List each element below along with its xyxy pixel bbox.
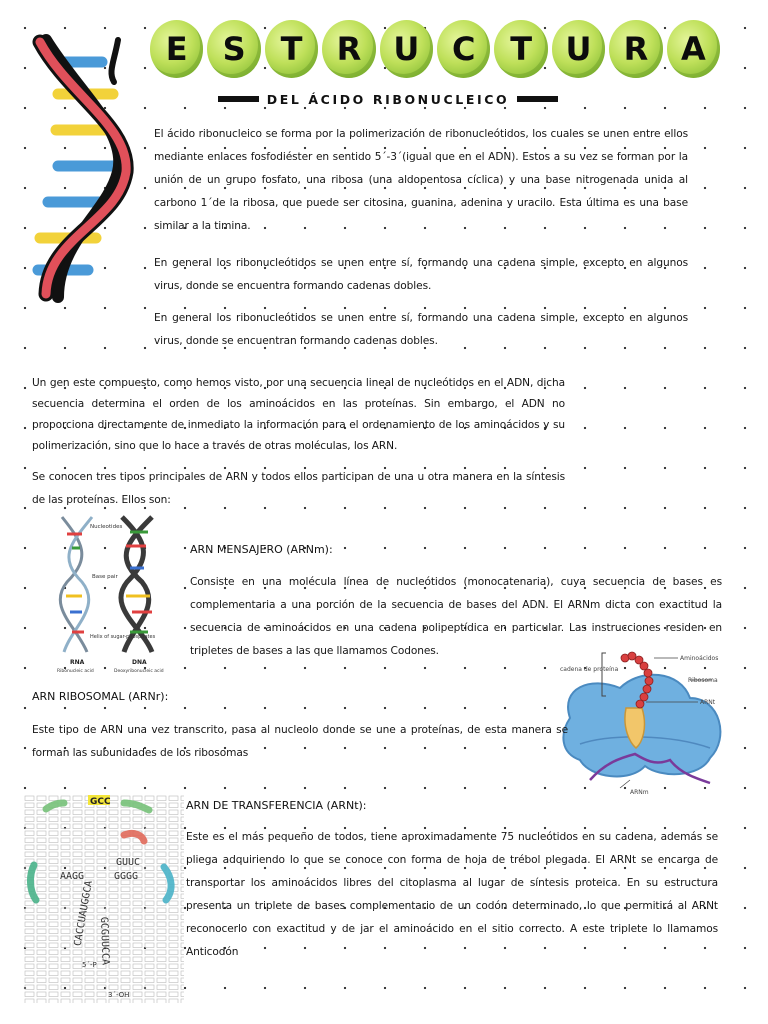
subtitle-bar-right <box>517 96 558 102</box>
arnr-heading: ARN RIBOSOMAL (ARNr): <box>32 690 169 703</box>
arnt-heading: ARN DE TRANSFERENCIA (ARNt): <box>186 799 367 812</box>
svg-text:AAGG: AAGG <box>60 871 85 882</box>
label-helix: Helix of sugar-phosphates <box>90 634 156 640</box>
title-letter: R <box>609 20 662 78</box>
subtitle-row <box>218 90 558 108</box>
label-dna-sub: Deoxyribonucleic acid <box>114 669 164 674</box>
rna-dna-figure <box>52 512 167 676</box>
label-base-pair: Base pair <box>92 574 118 580</box>
label-dna: DNA <box>132 659 147 666</box>
subtitle-bar-left <box>218 96 259 102</box>
title-bubbles <box>150 20 720 82</box>
label-trna-top: GCC <box>90 797 111 807</box>
intro-paragraph-3: En general los ribonucleótidos se unen entre sí, formando una cadena simple, excepto en algunos virus, donde se encuentran formando cadenas dobles. <box>154 312 688 347</box>
title-letter: E <box>150 20 203 78</box>
label-mrna: ARNm <box>630 789 649 796</box>
svg-text:GCGUUCCA: GCGUUCCA <box>98 916 111 966</box>
arnt-text: Este es el más pequeño de todos, tiene aproximadamente 75 nucleótidos en su cadena, además se pliega adquiriendo lo que se conoce con forma de hoja de trébol plegada. El ARNt se encarga de transportar los aminoácidos libres del citoplasma al lugar de síntesis proteica. En su estructura presenta un triplete de bases complementario de un codón determinado, lo que permitirá al ARNt reconocerlo con exactitud y de jar el aminoácido en el sitio correcto. A este triplete lo llamamos Anticodón <box>186 831 718 958</box>
gene-paragraph-1: Un gen este compuesto, como hemos visto, por una secuencia lineal de nucleótidos en el ADN, dicha secuencia determina el orden de los aminoácidos en las proteínas. Sin embargo, el ADN no proporciona directamente de inmediato la información para el ordenamiento de los aminoácidos y su polimerización, sino que lo hace a través de otras moléculas, los ARN. <box>32 377 565 452</box>
label-ribosome: Ribosoma <box>688 677 718 684</box>
ribosome-figure <box>550 648 736 798</box>
title-letter: S <box>207 20 260 78</box>
title-letter: C <box>437 20 490 78</box>
dna-helix-decoration <box>18 32 143 307</box>
label-aminoacids: Aminoácidos <box>680 655 719 662</box>
arnm-heading: ARN MENSAJERO (ARNm): <box>190 543 333 556</box>
label-rna: RNA <box>70 659 85 666</box>
svg-text:GGGG: GGGG <box>114 871 139 882</box>
label-trna-5p: 5´-P <box>82 961 97 969</box>
label-protein-chain: cadena de proteína <box>560 666 619 673</box>
title-letter: U <box>552 20 605 78</box>
title-letter: U <box>380 20 433 78</box>
svg-text:CACCUAUGGCA: CACCUAUGGCA <box>72 879 95 948</box>
label-rna-sub: Ribonucleic acid <box>57 669 94 674</box>
intro-paragraph-1: El ácido ribonucleico se forma por la polimerización de ribonucleótidos, los cuales se unen entre ellos mediante enlaces fosfodiéster en sentido 5´-3´(igual que en el ADN). Estos a su vez se forman por la unión de un grupo fosfato, una ribosa (una aldopentosa cíclica) y una base nitrogenada unida al carbono 1´de la ribosa, que puede ser citosina, guanina, adenina y uracilo. Esta última es una base similar a la timina. <box>154 128 688 232</box>
label-trna-3oh: 3´-OH <box>108 991 130 999</box>
trna-figure <box>24 795 184 1003</box>
svg-text:GUUC: GUUC <box>116 857 141 868</box>
gene-paragraph-2: Se conocen tres tipos principales de ARN y todos ellos participan de una u otra manera en la síntesis de las proteínas. Ellos son: <box>32 471 565 506</box>
page-subtitle: DEL ÁCIDO RIBONUCLEICO <box>266 91 510 107</box>
title-letter: A <box>667 20 720 78</box>
arnm-text: Consiste en una molécula línea de nucleótidos (monocatenaria), cuya secuencia de bases es complementaria a una porción de la secuencia de bases del ADN. El ARNm dicta con exactitud la secuencia de aminoácidos en una cadena polipeptídica en particular. Las instrucciones residen en tripletes de bases a las que llamamos Codones. <box>190 576 722 657</box>
label-nucleotides: Nucleotides <box>90 524 123 530</box>
title-letter: T <box>265 20 318 78</box>
label-trna: ARNt <box>700 699 716 706</box>
arnr-text: Este tipo de ARN una vez transcrito, pasa al nucleolo donde se une a proteínas, de esta manera se forman las subunidades de los ribosomas <box>32 724 568 759</box>
intro-paragraph-2: En general los ribonucleótidos se unen entre sí, formando una cadena simple, excepto en algunos virus, donde se encuentra formando cadenas dobles. <box>154 257 688 292</box>
title-letter: R <box>322 20 375 78</box>
title-letter: T <box>494 20 547 78</box>
